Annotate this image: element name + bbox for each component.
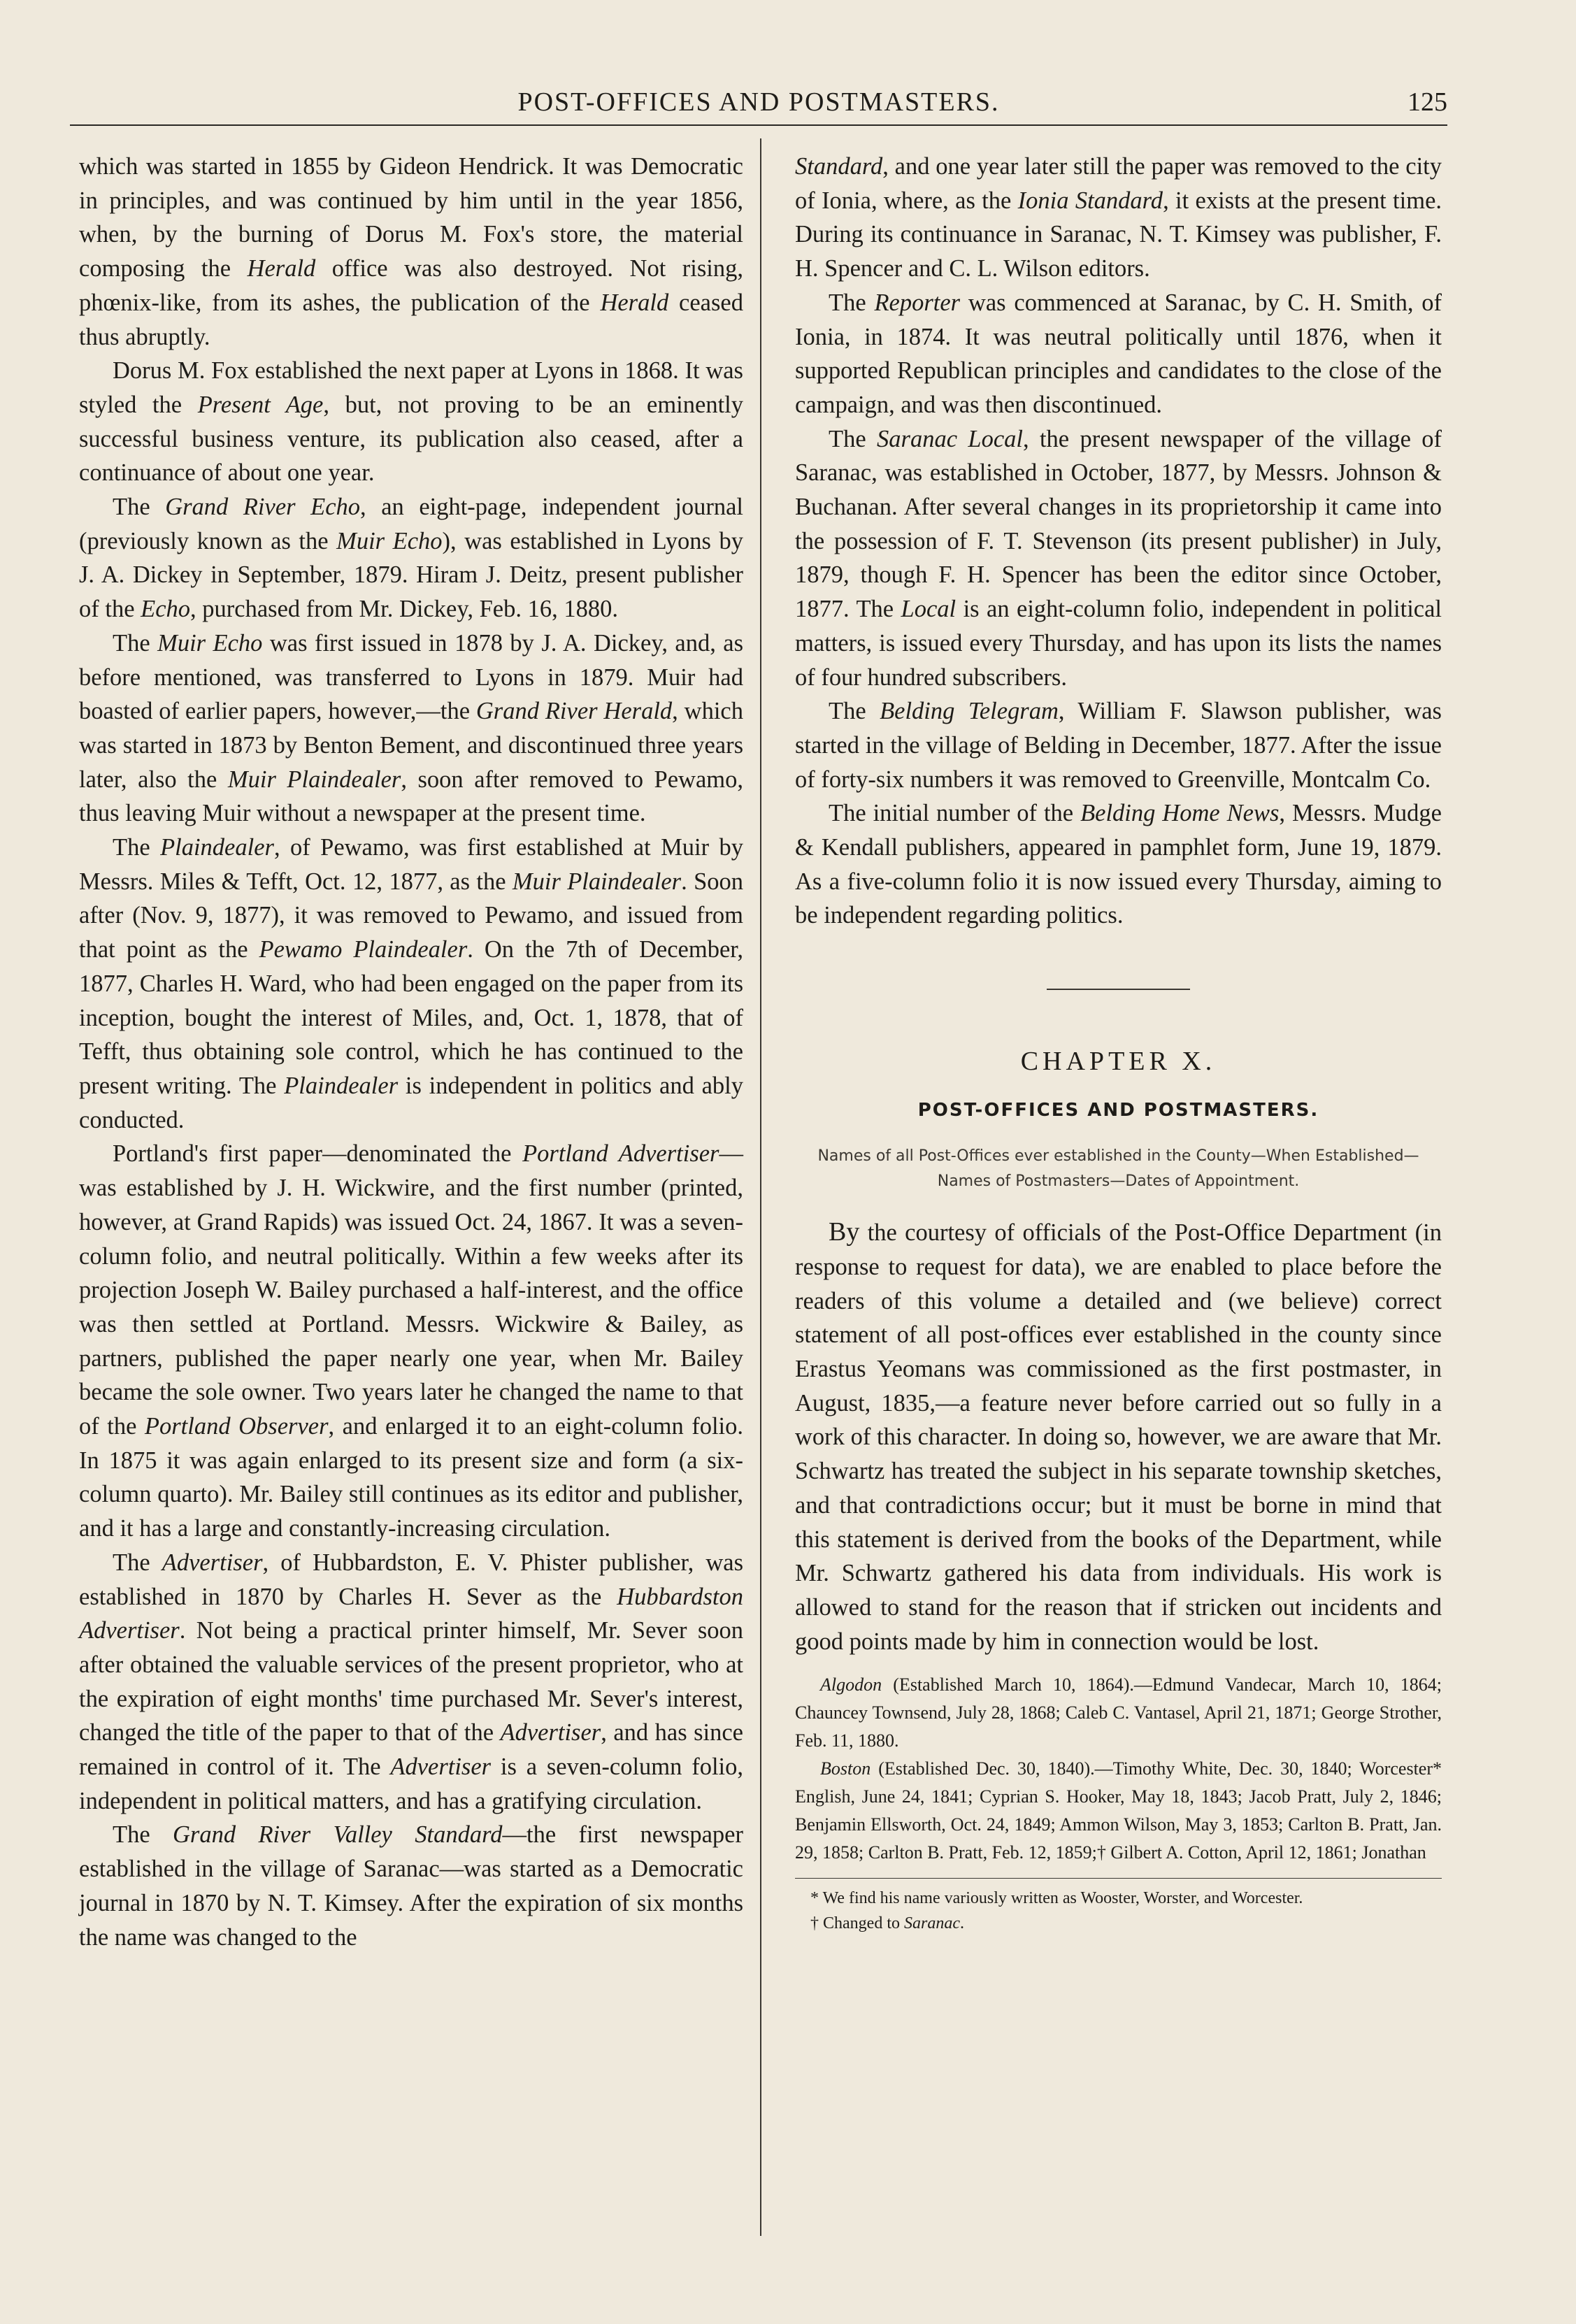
paragraph: Portland's first paper—denominated the Portland Advertiser—was established by J. H. Wickwire, and the first number (printed, however, at Grand Rapids) was issued Oct. 24, 1867. It was a seven-column folio, and neutral politically. Within a few weeks after its projection Joseph W. Bailey purchased a half-interest, and the office was then settled at Portland. Messrs. Wickwire & Bailey, as partners, published the paper nearly one year, when Mr. Bailey became the sole owner. Two years later he changed the name to that of the Portland Observer, and enlarged it to an eight-column folio. In 1875 it was again enlarged to its present size and form (a six-column quarto). Mr. Bailey still continues as its editor and publisher, and it has a large and constantly-increasing circulation.: [79, 1140, 743, 1542]
section-rule: [1047, 989, 1190, 990]
italic-title: Advertiser: [390, 1753, 492, 1781]
postoffice-entry: Boston (Established Dec. 30, 1840).—Timothy White, Dec. 30, 1840; Worcester* English, June 24, 1841; Cyprian S. Hooker, May 18, 1843; Jacob Pratt, July 2, 1846; Benjamin Ellsworth, Oct. 24, 1849; Ammon Wilson, May 3, 1853; Carlton B. Pratt, Jan. 29, 1858; Carlton B. Pratt, Feb. 12, 1859;† Gilbert A. Cotton, April 12, 1861; Jonathan: [795, 1758, 1442, 1863]
right-column: [795, 150, 1442, 1936]
italic-title: Standard: [795, 153, 883, 180]
italic-title: Herald: [600, 289, 669, 316]
paragraph: The Muir Echo was first issued in 1878 by J. A. Dickey, and, as before mentioned, was transferred to Lyons in 1879. Muir had boasted of earlier papers, however,—the Grand River Herald, which was started in 1873 by Benton Bement, and discontinued three years later, also the Muir Plaindealer, soon after removed to Pewamo, thus leaving Muir without a newspaper at the present time.: [79, 629, 744, 827]
italic-title: Saranac Local: [877, 425, 1023, 452]
italic-title: Muir Plaindealer: [227, 766, 401, 793]
intro-text: the courtesy of officials of the Post-Office Department (in response to request for data), we are enabled to place before the readers of this volume a detailed and (we believe) correct statement of all post-offices ever established in the county since Erastus Yeomans was commissioned as the first postmaster, in August, 1835,—a feature never before carried out so fully in a work of this character. In doing so, however, we are aware that Mr. Schwartz has treated the subject in his separate township sketches, and that contradictions occur; but it must be borne in mind that this statement is derived from the books of the Department, while Mr. Schwartz gathered his data from individuals. His work is allowed to stand for the reason that if stricken out incidents and good points made by him in connection would be lost.: [795, 1219, 1442, 1655]
chapter-summary: Names of all Post-Offices ever established in the County—When Established—Names of Postmasters—Dates of Appointment.: [817, 1147, 1419, 1191]
italic-title: Saranac: [903, 1914, 960, 1933]
page-header: [70, 83, 1447, 126]
italic-title: Hubbardston Advertiser: [79, 1583, 743, 1644]
italic-title: Grand River Echo: [165, 494, 361, 521]
italic-title: Portland Observer: [144, 1413, 329, 1440]
italic-title: Local: [901, 596, 957, 623]
chapter-intro: [795, 1215, 1442, 1658]
italic-title: Portland Advertiser: [522, 1140, 719, 1168]
paragraph: The Grand River Valley Standard—the first newspaper established in the village of Saranac—was started as a Democratic journal in 1870 by N. T. Kimsey. After the expiration of six months the name was changed to the: [79, 1821, 743, 1951]
italic-title: Boston: [820, 1758, 871, 1779]
paragraph: The Advertiser, of Hubbardston, E. V. Phister publisher, was established in 1870 by Charles H. Sever as the Hubbardston Advertiser. Not being a practical printer himself, Mr. Sever soon after obtained the valuable services of the present proprietor, who at the expiration of eight months' time purchased Mr. Sever's interest, changed the title of the paper to that of the Advertiser, and has since remained in control of it. The Advertiser is a seven-column folio, independent in political matters, and has a gratifying circulation.: [79, 1549, 744, 1814]
footnotes: [795, 1878, 1442, 1936]
italic-title: Plaindealer: [284, 1072, 399, 1099]
italic-title: Plaindealer: [160, 834, 274, 861]
paragraph: The initial number of the Belding Home News, Messrs. Mudge & Kendall publishers, appeared in pamphlet form, June 19, 1879. As a five-column folio it is now issued every Thursday, aiming to be independent regarding politics.: [795, 800, 1442, 929]
paragraph: The Saranac Local, the present newspaper of the village of Saranac, was established in October, 1877, by Messrs. Johnson & Buchanan. After several changes in its proprietorship it came into the possession of F. T. Stevenson (its present publisher) in July, 1879, though F. H. Spencer has been the editor since October, 1877. The Local is an eight-column folio, independent in political matters, is issued every Thursday, and has upon its lists the names of four hundred subscribers.: [795, 425, 1442, 691]
column-divider: [760, 138, 761, 2236]
italic-title: Ionia Standard: [1017, 187, 1163, 214]
footnote: * We find his name variously written as Wooster, Worster, and Worcester.: [810, 1889, 1303, 1908]
italic-title: Belding Telegram: [880, 698, 1059, 725]
italic-title: Grand River Herald: [475, 698, 673, 725]
italic-title: Belding Home News: [1080, 800, 1280, 827]
paragraph: which was started in 1855 by Gideon Hendrick. It was Democratic in principles, and was continued by him until in the year 1856, when, by the burning of Dorus M. Fox's store, the material composing the Herald office was also destroyed. Not rising, phœnix-like, from its ashes, the publication of the Herald ceased thus abruptly.: [79, 153, 743, 350]
running-title: POST-OFFICES AND POSTMASTERS.: [517, 87, 1000, 117]
italic-title: Muir Plaindealer: [512, 868, 682, 895]
italic-title: Herald: [247, 255, 316, 282]
italic-title: Muir Echo: [157, 629, 263, 657]
page-number: 125: [1407, 87, 1447, 117]
italic-title: Grand River Valley Standard: [173, 1821, 503, 1849]
chapter-title: CHAPTER X.: [1020, 1047, 1217, 1077]
italic-title: Reporter: [874, 289, 961, 316]
postoffice-entries: [795, 1671, 1442, 1867]
italic-title: Advertiser: [162, 1549, 263, 1576]
italic-title: Algodon: [820, 1674, 882, 1695]
paragraph: The Grand River Echo, an eight-page, independent journal (previously known as the Muir Echo), was established in Lyons by J. A. Dickey in September, 1879. Hiram J. Deitz, present publisher of the Echo, purchased from Mr. Dickey, Feb. 16, 1880.: [79, 494, 743, 623]
footnote: † Changed to Saranac.: [810, 1914, 964, 1933]
italic-title: Present Age: [197, 391, 324, 418]
paragraph: Dorus M. Fox established the next paper at Lyons in 1868. It was styled the Present Age, but, not proving to be an eminently successful business venture, its publication also ceased, after a continuance of about one year.: [79, 357, 743, 487]
paragraph: Standard, and one year later still the paper was removed to the city of Ionia, where, as the Ionia Standard, it exists at the present time. During its continuance in Saranac, N. T. Kimsey was publisher, F. H. Spencer and C. L. Wilson editors.: [795, 153, 1442, 282]
chapter-subtitle: POST-OFFICES AND POSTMASTERS.: [917, 1100, 1319, 1121]
italic-title: Pewamo Plaindealer: [259, 936, 468, 963]
initial-letter: By: [829, 1217, 860, 1247]
postoffice-entry: Algodon (Established March 10, 1864).—Edmund Vandecar, March 10, 1864; Chauncey Townsend, July 28, 1868; Caleb C. Vantasel, April 21, 1871; George Strother, Feb. 11, 1880.: [795, 1674, 1442, 1751]
left-column: [79, 150, 743, 1954]
italic-title: Echo: [141, 596, 191, 623]
paragraph: The Reporter was commenced at Saranac, by C. H. Smith, of Ionia, in 1874. It was neutral politically until 1876, when it supported Republican principles and candidates to the close of the campaign, and was then discontinued.: [795, 289, 1442, 418]
italic-title: Advertiser: [500, 1719, 601, 1746]
italic-title: Muir Echo: [336, 527, 443, 554]
paragraph: The Belding Telegram, William F. Slawson publisher, was started in the village of Belding in December, 1877. After the issue of forty-six numbers it was removed to Greenville, Montcalm Co.: [795, 698, 1442, 793]
paragraph: The Plaindealer, of Pewamo, was first established at Muir by Messrs. Miles & Tefft, Oct. 12, 1877, as the Muir Plaindealer. Soon after (Nov. 9, 1877), it was removed to Pewamo, and issued from that point as the Pewamo Plaindealer. On the 7th of December, 1877, Charles H. Ward, who had been engaged on the paper from its inception, bought the interest of Miles, and, Oct. 1, 1878, that of Tefft, thus obtaining sole control, which he has continued to the present writing. The Plaindealer is independent in politics and ably conducted.: [79, 834, 744, 1133]
